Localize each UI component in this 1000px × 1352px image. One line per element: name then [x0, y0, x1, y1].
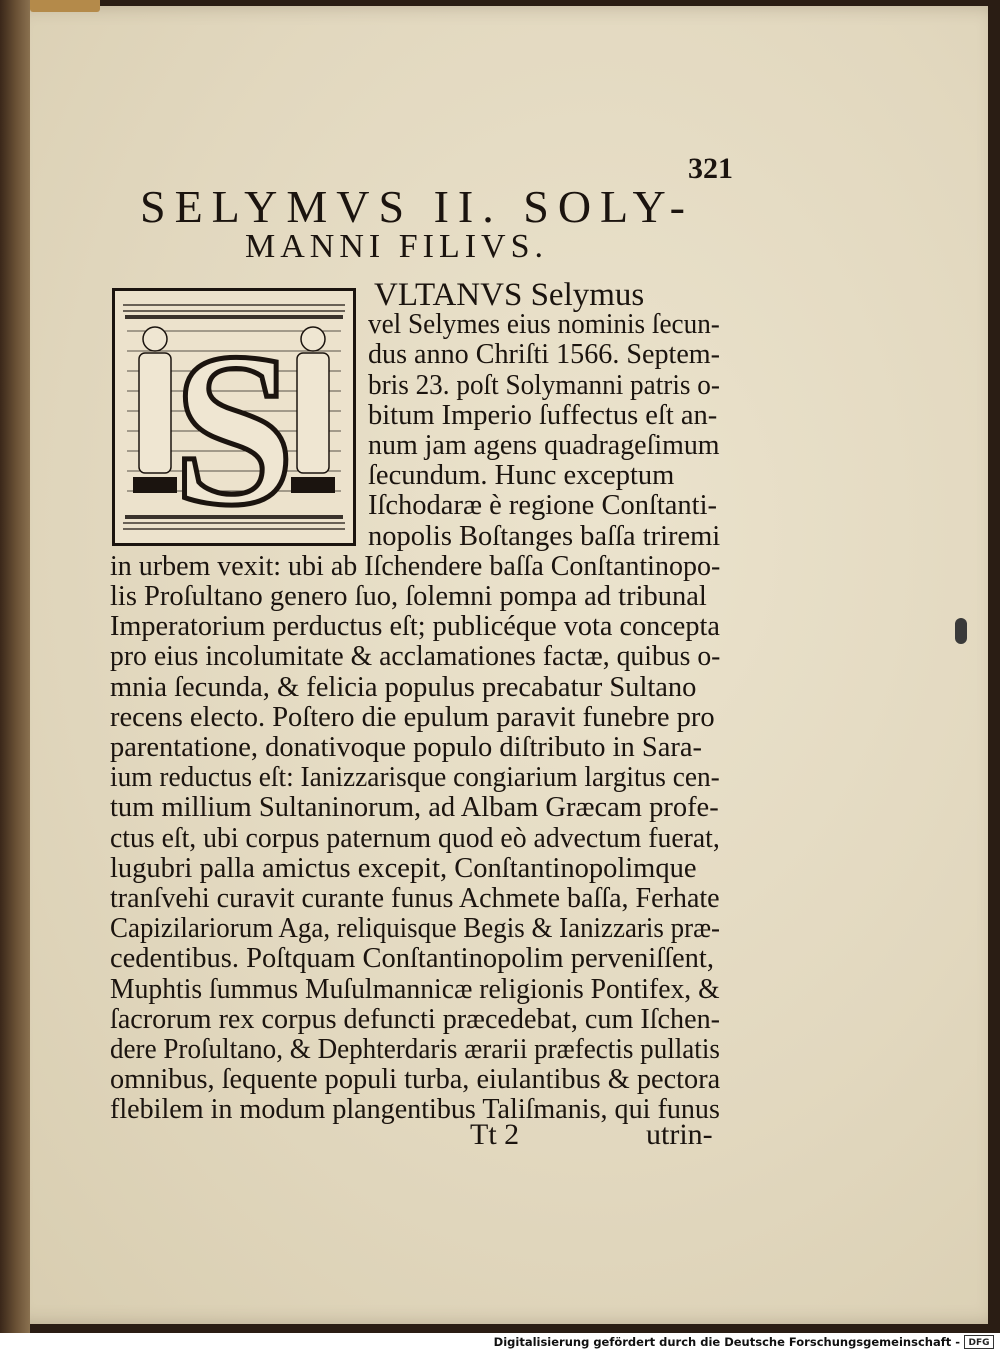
text-line: ium reductus eſt: Ianizzarisque congiarium largitus cen-	[110, 762, 720, 794]
text-line: dus anno Chriſti 1566. Septem-	[368, 339, 721, 371]
chapter-title-line-2: MANNI FILIVS.	[245, 228, 548, 265]
text-line: Iſchodaræ è regione Conſtanti-	[368, 490, 718, 522]
binding-mark	[955, 618, 967, 644]
woodcut-illustration	[115, 291, 353, 543]
funding-notice: Digitalisierung gefördert durch die Deutsche Forschungsgemeinschaft -	[493, 1335, 960, 1349]
text-line: ſacrorum rex corpus defuncti præcedebat, cum Iſchen-	[110, 1003, 721, 1035]
page-number: 321	[688, 152, 733, 185]
text-line: tum millium Sultaninorum, ad Albam Græcam profe-	[110, 792, 719, 824]
text-line: lis Proſultano genero ſuo, ſolemni pompa ad tribunal	[110, 581, 707, 612]
decorated-initial	[112, 288, 356, 546]
signature-mark: Tt 2	[470, 1118, 520, 1151]
page-tab	[30, 0, 100, 12]
text-line: bitum Imperio ſuffectus eſt an-	[368, 399, 718, 431]
text-line: ſecundum. Hunc exceptum	[368, 460, 675, 492]
text-line: dere Proſultano, & Dephterdaris ærarii præfectis pullatis	[110, 1034, 720, 1065]
text-line: mnia ſecunda, & felicia populus precabatur Sultano	[110, 671, 697, 703]
text-line: lugubri palla amictus excepit, Conſtantinopolimque	[110, 852, 697, 884]
catchword: utrin-	[646, 1118, 713, 1151]
text-line: pro eius incolumitate & acclamationes factæ, quibus o-	[110, 641, 721, 673]
text-line: parentatione, donativoque populo diſtributo in Sara-	[110, 732, 703, 763]
book-edge	[0, 0, 30, 1333]
text-line: in urbem vexit: ubi ab Iſchendere baſſa Conſtantinopo-	[110, 550, 721, 582]
text-line: num jam agens quadrageſimum	[368, 430, 720, 461]
text-line: VLTANVS Selymus	[374, 277, 645, 313]
text-line: flebilem in modum plangentibus Taliſmanis, qui funus	[110, 1094, 720, 1126]
text-line: cedentibus. Poſtquam Conſtantinopolim perveniſſent,	[110, 943, 714, 975]
text-line: Imperatorium perductus eſt; publicéque vota concepta	[110, 611, 720, 643]
dfg-logo: DFG	[964, 1335, 994, 1349]
footer	[0, 1333, 1000, 1352]
text-line: recens electo. Poſtero die epulum paravit funebre pro	[110, 701, 715, 733]
text-line: nopolis Boſtanges baſſa triremi	[368, 520, 721, 552]
text-line: omnibus, ſequente populi turba, eiulantibus & pectora	[110, 1064, 721, 1096]
text-line: vel Selymes eius nominis ſecun-	[368, 309, 720, 341]
text-line: bris 23. poſt Solymanni patris o-	[368, 369, 720, 401]
text-line: Capizilariorum Aga, reliquisque Begis & Ianizzaris præ-	[110, 913, 721, 945]
text-line: tranſvehi curavit curante funus Achmete baſſa, Ferhate	[110, 883, 720, 914]
initial-letter: S	[172, 307, 296, 543]
chapter-title-line-1: SELYMVS II. SOLY-	[140, 181, 694, 232]
text-line: ctus eſt, ubi corpus paternum quod eò advectum fuerat,	[110, 822, 720, 854]
text-line: Muphtis ſummus Muſulmannicæ religionis Pontifex, &	[110, 973, 720, 1005]
